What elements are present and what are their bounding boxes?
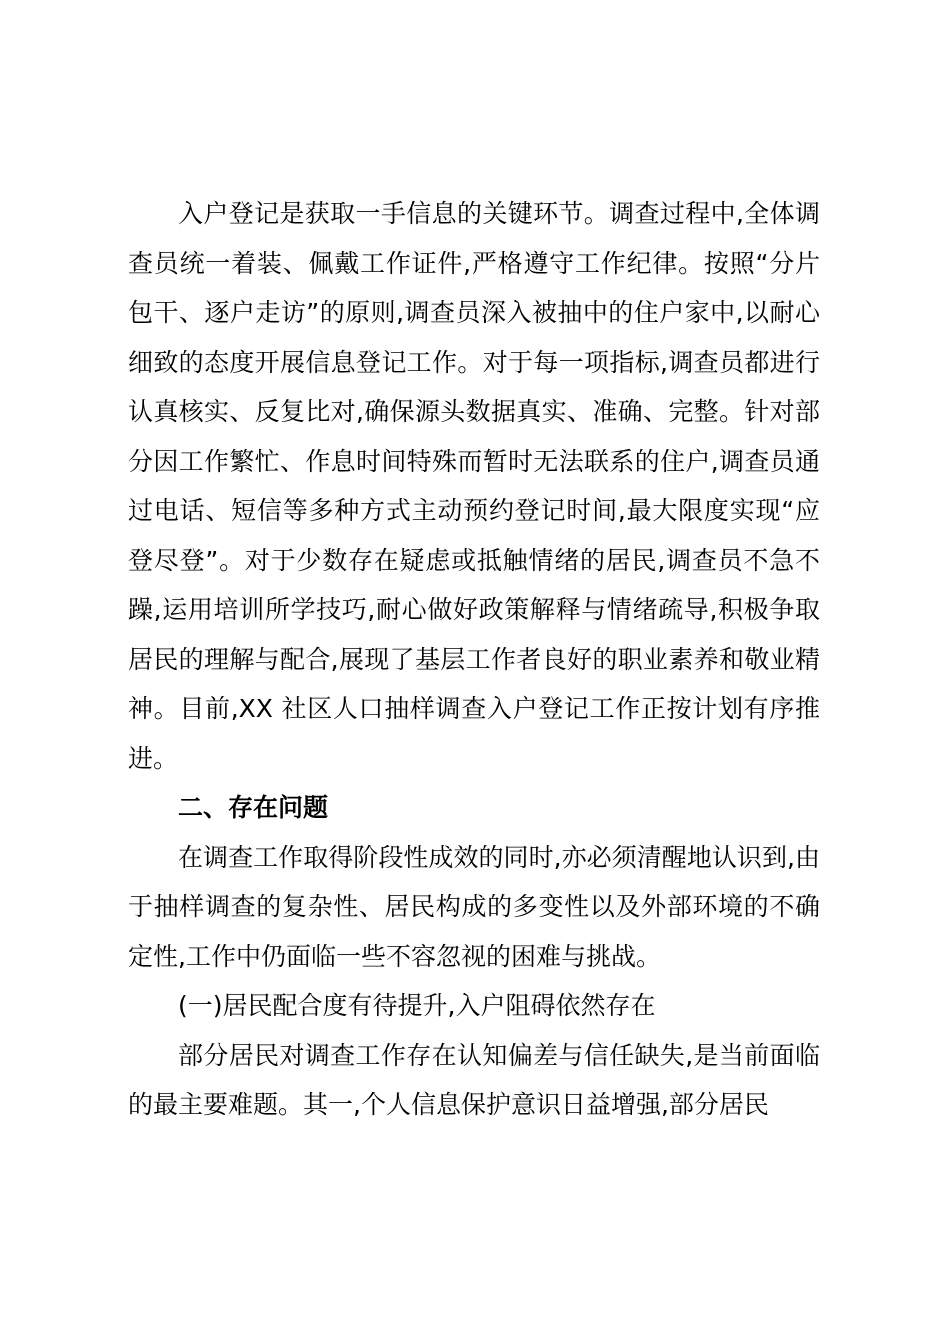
subheading-resident-cooperation: (一)居民配合度有待提升,入户阻碍依然存在 xyxy=(178,991,656,1020)
document-body xyxy=(128,189,820,1130)
paragraph-resident-trust: 部分居民对调查工作存在认知偏差与信任缺失,是当前面临的最主要难题。其一,个人信息保护意识日益增强,部分居民 xyxy=(128,1040,820,1119)
paragraph-household-registration: 入户登记是获取一手信息的关键环节。调查过程中,全体调查员统一着装、佩戴工作证件,严格遵守工作纪律。按照“分片包干、逐户走访”的原则,调查员深入被抽中的住户家中,以耐心细致的态度开展信息登记工作。对于每一项指标,调查员都进行认真核实、反复比对,确保源头数据真实、准确、完整。针对部分因工作繁忙、作息时间特殊而暂时无法联系的住户,调查员通过电话、短信等多种方式主动预约登记时间,最大限度实现“应登尽登”。对于少数存在疑虑或抵触情绪的居民,调查员不急不躁,运用培训所学技巧,耐心做好政策解释与情绪疏导,积极争取居民的理解与配合,展现了基层工作者良好的职业素养和敬业精神。目前,XX 社区人口抽样调查入户登记工作正按计划有序推进。 xyxy=(128,199,820,773)
section-heading-existing-problems: 二、存在问题 xyxy=(178,793,329,822)
paragraph-challenges-intro: 在调查工作取得阶段性成效的同时,亦必须清醒地认识到,由于抽样调查的复杂性、居民构成的多变性以及外部环境的不确定性,工作中仍面临一些不容忽视的困难与挑战。 xyxy=(128,842,820,971)
